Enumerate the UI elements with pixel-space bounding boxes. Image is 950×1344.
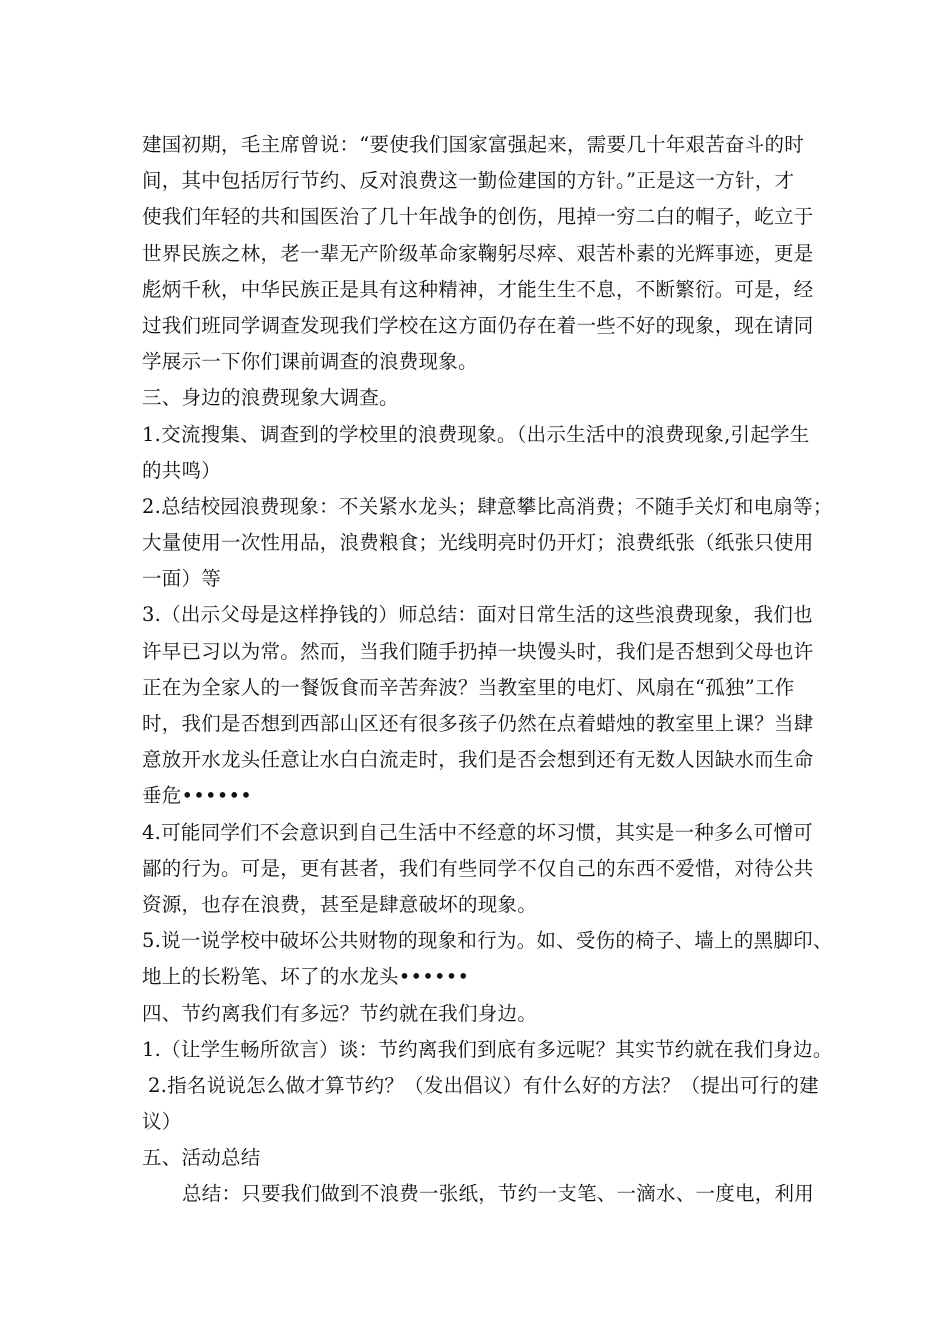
- text-line: 一面）等: [142, 567, 222, 591]
- section-heading-4: 四、节约离我们有多远？节约就在我们身边。: [142, 1001, 538, 1025]
- text-line: 垂危••••••: [142, 784, 253, 808]
- text-line: 3.（出示父母是这样挣钱的）师总结：面对日常生活的这些浪费现象，我们也: [142, 603, 813, 627]
- text-line: 1.（让学生畅所欲言）谈：节约离我们到底有多远呢？其实节约就在我们身边。: [142, 1037, 833, 1061]
- text-line: 彪炳千秋，中华民族正是具有这种精神，才能生生不息，不断繁衍。可是，经: [142, 277, 814, 301]
- text-line: 鄙的行为。可是，更有甚者，我们有些同学不仅自己的东西不爱惜，对待公共: [142, 856, 814, 880]
- text-line: 学展示一下你们课前调查的浪费现象。: [142, 350, 478, 374]
- text-line: 1.交流搜集、调查到的学校里的浪费现象。（出示生活中的浪费现象,引起学生: [142, 422, 810, 446]
- text-line: 地上的长粉笔、坏了的水龙头••••••: [142, 965, 470, 989]
- text-line: 议）: [142, 1110, 182, 1134]
- text-line: 许早已习以为常。然而，当我们随手扔掉一块馒头时，我们是否想到父母也许: [142, 639, 814, 663]
- text-line: 建国初期，毛主席曾说：“要使我们国家富强起来，需要几十年艰苦奋斗的时: [142, 133, 804, 156]
- text-line: 使我们年轻的共和国医治了几十年战争的创伤，甩掉一穷二白的帽子，屹立于: [142, 205, 814, 229]
- text-line: 资源，也存在浪费，甚至是肆意破坏的现象。: [142, 892, 538, 916]
- text-line: 世界民族之林，老一辈无产阶级革命家鞠躬尽瘁、艰苦朴素的光辉事迹，更是: [142, 241, 814, 265]
- text-line: 过我们班同学调查发现我们学校在这方面仍存在着一些不好的现象，现在请同: [142, 313, 814, 337]
- section-heading-5: 五、活动总结: [142, 1146, 261, 1170]
- document-body: [142, 127, 833, 1213]
- text-line: 意放开水龙头任意让水白白流走时，我们是否会想到还有无数人因缺水而生命: [142, 748, 814, 772]
- text-line: 正在为全家人的一餐饭食而辛苦奔波？当教室里的电灯、风扇在“孤独”工作: [142, 675, 795, 699]
- text-line: 5.说一说学校中破坏公共财物的现象和行为。如、受伤的椅子、墙上的黑脚印、: [142, 929, 833, 953]
- text-line: 时，我们是否想到西部山区还有很多孩子仍然在点着蜡烛的教室里上课？当肆: [142, 712, 814, 735]
- text-line: 4.可能同学们不会意识到自己生活中不经意的坏习惯，其实是一种多么可憎可: [142, 820, 813, 844]
- text-line: 的共鸣）: [142, 458, 222, 482]
- section-heading-3: 三、身边的浪费现象大调查。: [142, 386, 399, 410]
- summary-line: 总结：只要我们做到不浪费一张纸，节约一支笔、一滴水、一度电，利用: [182, 1182, 815, 1206]
- text-line: 间，其中包括厉行节约、反对浪费这一勤俭建国的方针。”正是这一方针，才: [142, 169, 795, 193]
- text-line: 2.指名说说怎么做才算节约？（发出倡议）有什么好的方法？（提出可行的建: [148, 1073, 819, 1097]
- text-line: 大量使用一次性用品，浪费粮食；光线明亮时仍开灯；浪费纸张（纸张只使用: [142, 531, 814, 555]
- text-line: 2.总结校园浪费现象：不关紧水龙头；肆意攀比高消费；不随手关灯和电扇等；: [142, 494, 833, 518]
